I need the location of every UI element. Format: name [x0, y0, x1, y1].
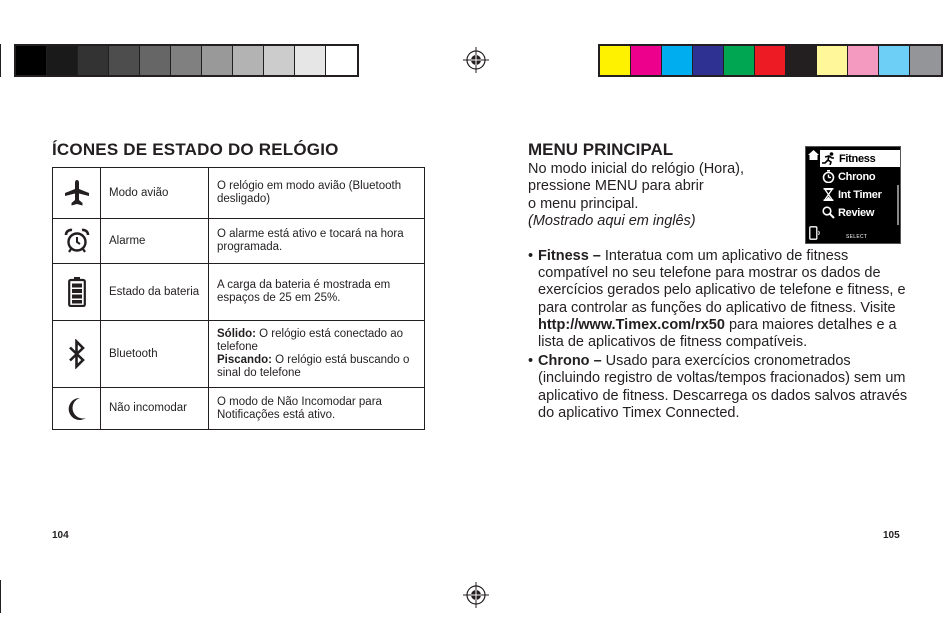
status-name: Estado da bateria — [101, 264, 209, 321]
watch-menu-item-fitness — [820, 150, 900, 167]
color-swatch — [631, 46, 662, 75]
grayscale-color-bar — [14, 44, 359, 77]
watch-menu-screen — [805, 146, 901, 244]
timex-url: http://www.Timex.com/rx50 — [538, 316, 725, 333]
running-person-icon — [822, 152, 836, 165]
gray-swatch — [233, 46, 264, 75]
watch-menu-label: Review — [838, 206, 875, 219]
status-name: Alarme — [101, 219, 209, 264]
intro-line: No modo inicial do relógio (Hora), — [528, 161, 744, 177]
status-icons-table — [52, 167, 425, 430]
table-row — [53, 321, 425, 388]
watch-menu-label: Int Timer — [838, 188, 882, 201]
page-number: 105 — [883, 530, 900, 541]
intro-note: (Mostrado aqui em inglês) — [528, 212, 696, 229]
color-swatch — [848, 46, 879, 75]
blinking-description: O relógio está buscando o sinal do telefone — [217, 354, 410, 379]
watch-menu-item-chrono — [822, 168, 875, 185]
watch-menu-item-int-timer — [822, 186, 882, 203]
magnifier-icon — [822, 206, 835, 219]
feature-text: Interatua com um aplicativo de fitness compatível no seu telefone para mostrar os dados de exercícios gerados pelo aplicativo de telefone e fitness, e para controlar as funções do aplicativo de fitness. Visite — [538, 248, 906, 316]
page-title: MENU PRINCIPAL — [528, 140, 674, 159]
intro-line: pressione MENU para abrir — [528, 178, 704, 195]
color-swatch — [786, 46, 817, 75]
moon-icon — [67, 397, 87, 421]
softkey-label: SELECT — [846, 234, 868, 240]
registration-mark-icon — [463, 582, 489, 608]
table-row — [53, 388, 425, 430]
status-name: Não incomodar — [101, 388, 209, 430]
gray-swatch — [16, 46, 47, 75]
crop-mark — [0, 44, 1, 77]
process-color-bar — [598, 44, 943, 77]
gray-swatch — [109, 46, 140, 75]
intro-paragraph — [528, 161, 798, 230]
phone-connection-icon — [809, 226, 821, 240]
solid-description: O relógio está conectado ao telefone — [217, 328, 404, 353]
table-row — [53, 264, 425, 321]
watch-menu-item-review — [822, 204, 874, 221]
table-row — [53, 168, 425, 219]
gray-swatch — [47, 46, 78, 75]
airplane-icon — [64, 179, 90, 207]
list-item — [528, 353, 908, 422]
status-description — [209, 321, 425, 388]
color-swatch — [910, 46, 941, 75]
alarm-clock-icon — [64, 228, 90, 254]
solid-label: Sólido: — [217, 328, 256, 340]
feature-label: Chrono – — [538, 353, 602, 370]
color-swatch — [817, 46, 848, 75]
feature-text: Usado para exercícios cronometrados (incluindo registro de voltas/tempos fracionados) sem um aplicativo de fitness. Descarrega os dados salvos através do aplicativo Timex Connected. — [538, 353, 908, 421]
blinking-label: Piscando: — [217, 354, 272, 366]
color-swatch — [879, 46, 910, 75]
feature-list — [528, 248, 908, 424]
status-description: O modo de Não Incomodar para Notificações está ativo. — [209, 388, 425, 430]
gray-swatch — [264, 46, 295, 75]
scroll-indicator — [897, 185, 899, 225]
color-swatch — [724, 46, 755, 75]
status-description: O alarme está ativo e tocará na hora programada. — [209, 219, 425, 264]
hourglass-icon — [822, 188, 835, 201]
bullet-dot: • — [528, 353, 534, 370]
color-swatch — [693, 46, 724, 75]
gray-swatch — [202, 46, 233, 75]
page-number: 104 — [52, 530, 69, 541]
gray-swatch — [140, 46, 171, 75]
bluetooth-icon — [68, 339, 86, 369]
color-swatch — [755, 46, 786, 75]
gray-swatch — [78, 46, 109, 75]
status-name: Bluetooth — [101, 321, 209, 388]
crop-mark — [0, 580, 1, 613]
feature-label: Fitness – — [538, 248, 601, 264]
page-title: ÍCONES DE ESTADO DO RELÓGIO — [52, 140, 339, 159]
battery-icon — [68, 277, 86, 307]
intro-line: o menu principal. — [528, 195, 639, 212]
stopwatch-icon — [822, 170, 835, 183]
status-description: A carga da bateria é mostrada em espaços de 25 em 25%. — [209, 264, 425, 321]
gray-swatch — [171, 46, 202, 75]
watch-menu-label: Fitness — [839, 152, 876, 165]
watch-menu-label: Chrono — [838, 170, 876, 183]
bullet-dot: • — [528, 248, 534, 264]
gray-swatch — [295, 46, 326, 75]
table-row — [53, 219, 425, 264]
home-icon — [808, 150, 819, 160]
color-swatch — [600, 46, 631, 75]
gray-swatch — [326, 46, 357, 75]
color-swatch — [662, 46, 693, 75]
feature-text: para maiores detalhes e a lista de aplicativos de fitness compatíveis. — [538, 316, 897, 351]
list-item — [528, 248, 908, 351]
registration-mark-icon — [463, 47, 489, 73]
status-name: Modo avião — [101, 168, 209, 219]
status-description: O relógio em modo avião (Bluetooth desligado) — [209, 168, 425, 219]
